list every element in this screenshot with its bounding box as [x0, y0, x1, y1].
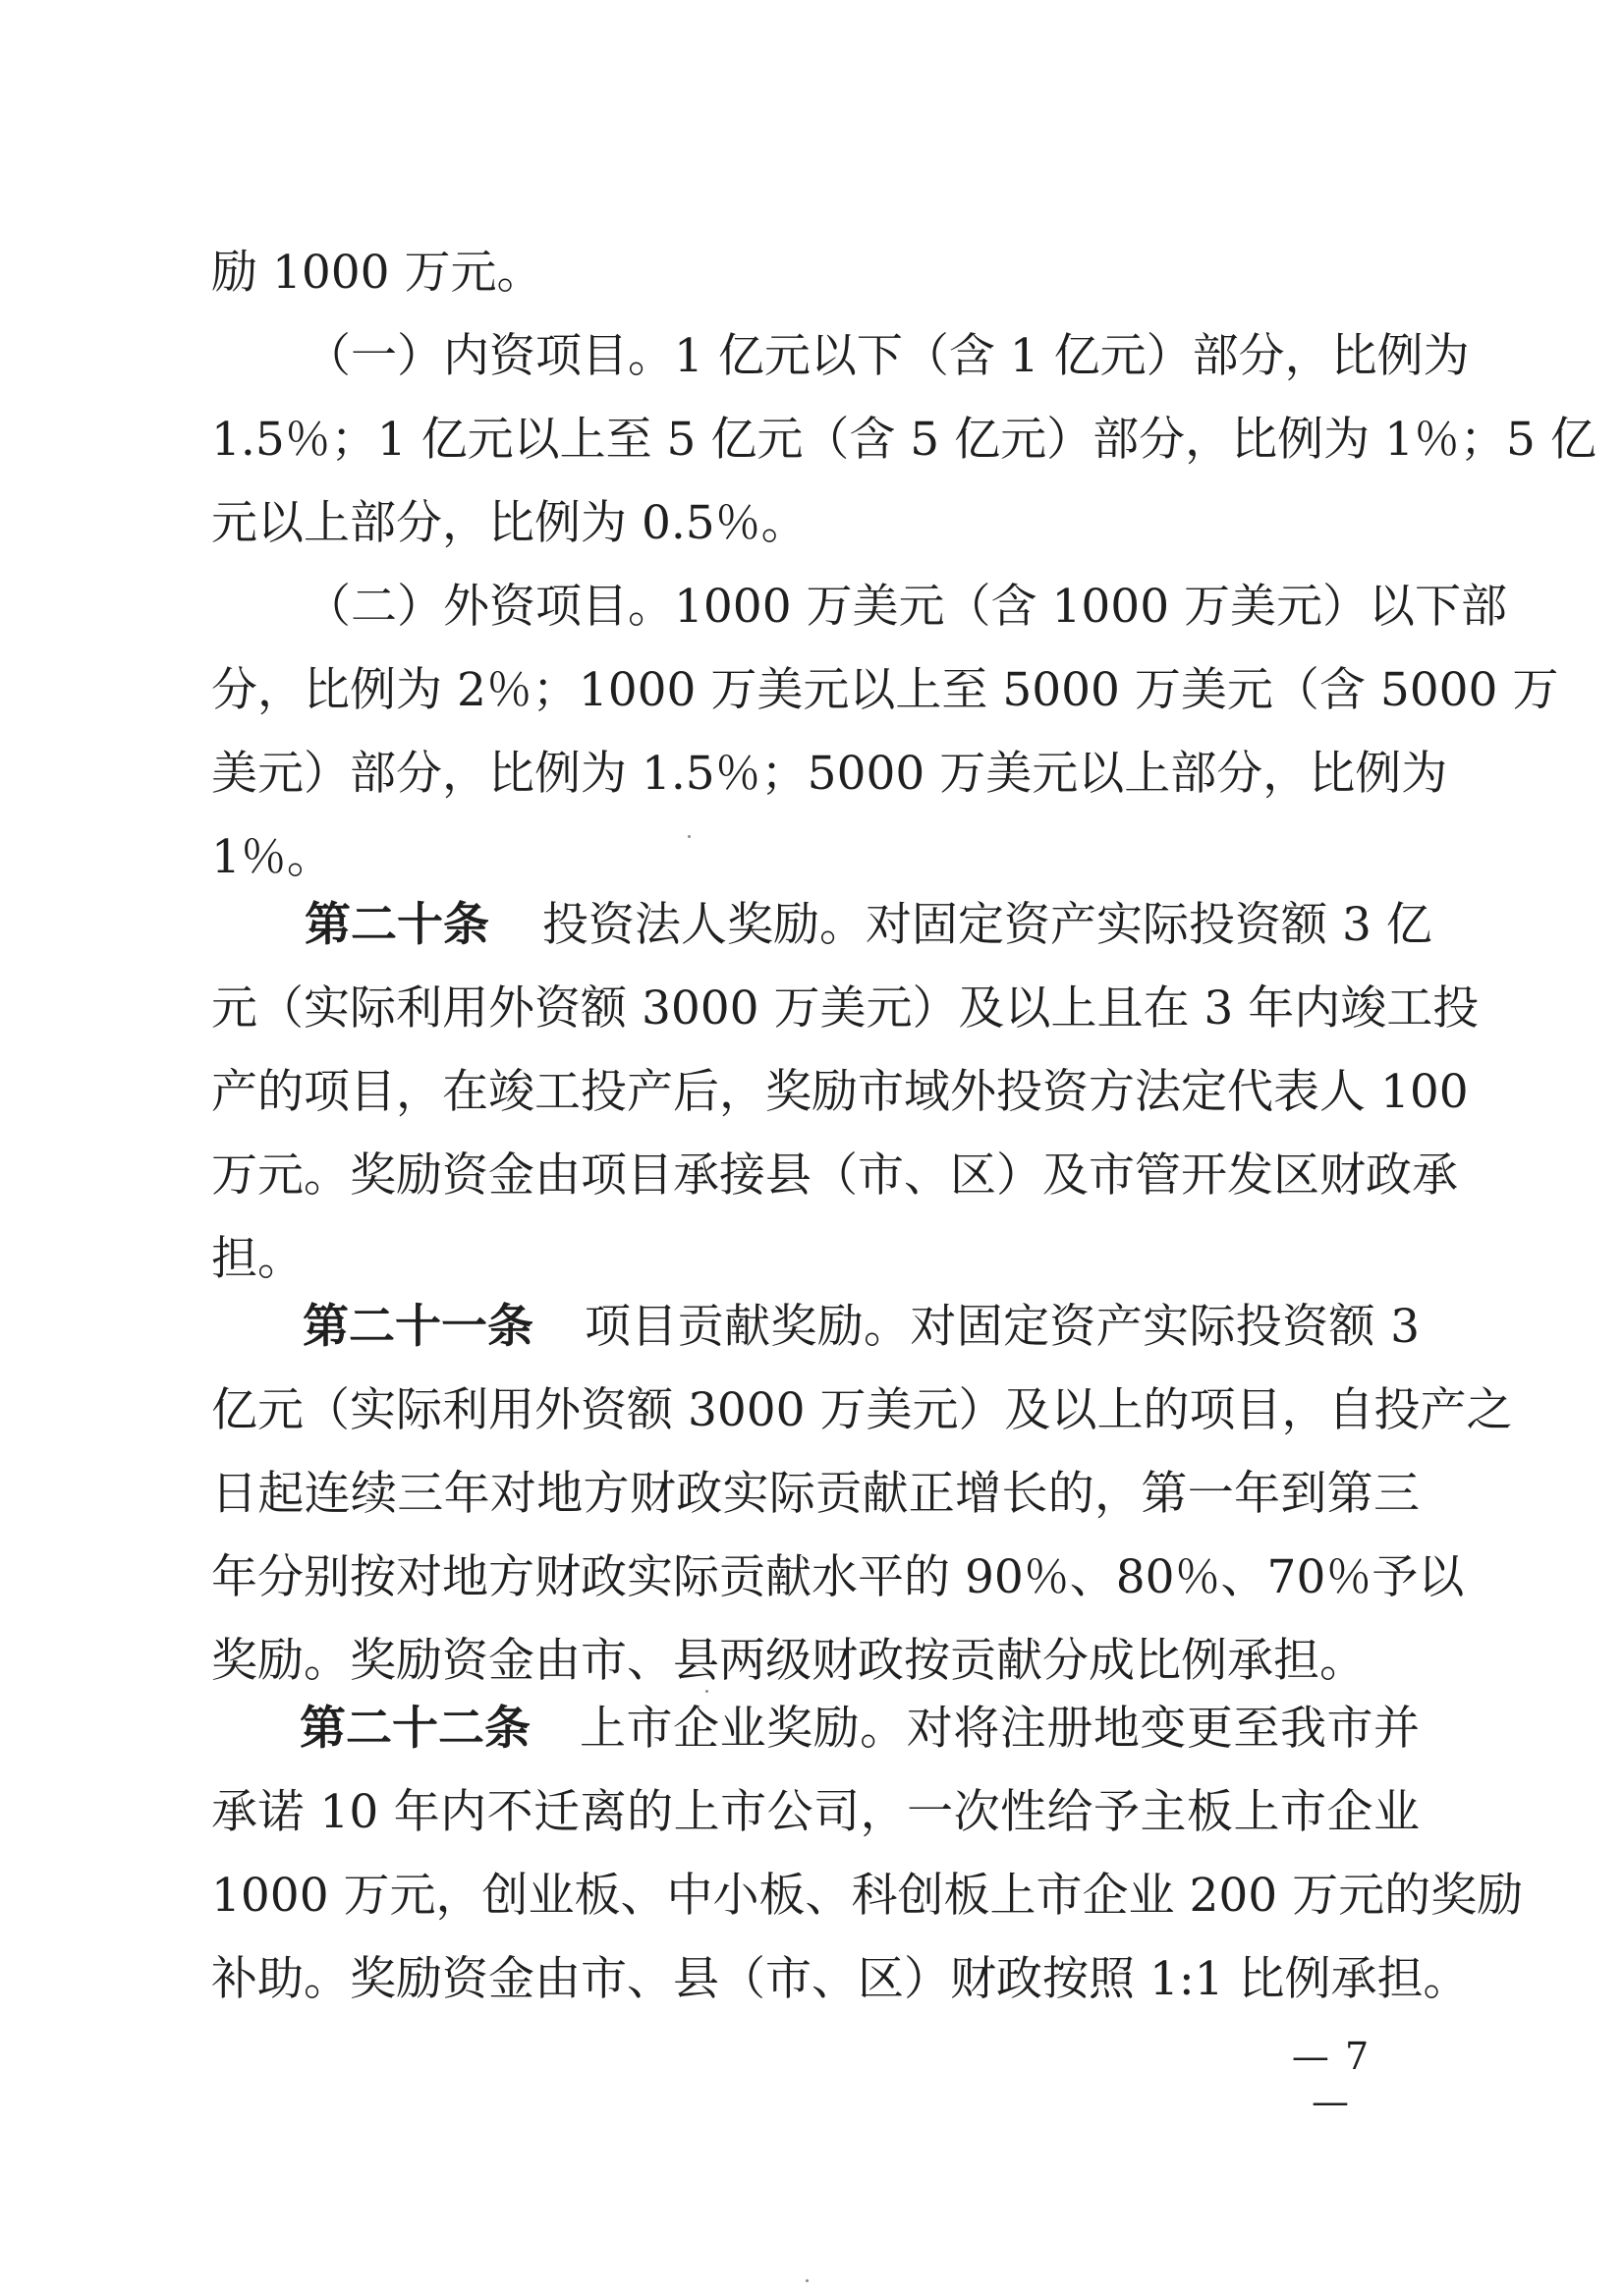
- paragraph-line: 产的项目，在竣工投产后，奖励市域外投资方法定代表人 100: [211, 1065, 1469, 1119]
- paragraph-line: 1000 万元，创业板、中小板、科创板上市企业 200 万元的奖励: [211, 1869, 1524, 1923]
- article-heading: 第二十条: [305, 898, 489, 952]
- paragraph-line: 补助。奖励资金由市、县（市、区）财政按照 1:1 比例承担。: [211, 1952, 1470, 2006]
- scan-speck: [806, 2279, 809, 2282]
- paragraph-line: 1.5％；1 亿元以上至 5 亿元（含 5 亿元）部分，比例为 1％；5 亿: [211, 413, 1596, 467]
- paragraph-line: 分，比例为 2％；1000 万美元以上至 5000 万美元（含 5000 万: [211, 663, 1559, 717]
- paragraph-line: 投资法人奖励。对固定资产实际投资额 3 亿: [542, 898, 1432, 952]
- paragraph-line: 日起连续三年对地方财政实际贡献正增长的，第一年到第三: [211, 1467, 1420, 1521]
- paragraph-line: （一）内资项目。1 亿元以下（含 1 亿元）部分，比例为: [305, 329, 1470, 383]
- article-heading: 第二十一条: [303, 1300, 533, 1354]
- paragraph-line: 美元）部分，比例为 1.5％；5000 万美元以上部分，比例为: [211, 747, 1448, 801]
- paragraph-line: 承诺 10 年内不迁离的上市公司，一次性给予主板上市企业: [211, 1785, 1420, 1839]
- paragraph-line: 奖励。奖励资金由市、县两级财政按贡献分成比例承担。: [211, 1634, 1366, 1688]
- paragraph-line: 上市企业奖励。对将注册地变更至我市并: [580, 1702, 1420, 1756]
- paragraph-line: 亿元（实际利用外资额 3000 万美元）及以上的项目，自投产之: [211, 1383, 1513, 1437]
- paragraph-line: 1％。: [211, 830, 333, 884]
- page-number: — 7 —: [1291, 2035, 1372, 2123]
- paragraph-line: 元（实际利用外资额 3000 万美元）及以上且在 3 年内竣工投: [211, 981, 1480, 1036]
- paragraph-line: 年分别按对地方财政实际贡献水平的 90％、80％、70％予以: [211, 1550, 1465, 1604]
- article-heading: 第二十二条: [300, 1702, 531, 1756]
- paragraph-line: 万元。奖励资金由项目承接县（市、区）及市管开发区财政承: [211, 1148, 1458, 1203]
- paragraph-line: 元以上部分，比例为 0.5％。: [211, 496, 808, 550]
- paragraph-line: 项目贡献奖励。对固定资产实际投资额 3: [585, 1300, 1420, 1354]
- paragraph-line: 担。: [211, 1232, 304, 1286]
- paragraph-line: （二）外资项目。1000 万美元（含 1000 万美元）以下部: [305, 580, 1508, 634]
- paragraph-line: 励 1000 万元。: [211, 246, 543, 300]
- scan-speck: [688, 835, 691, 838]
- scan-speck: [705, 1690, 708, 1693]
